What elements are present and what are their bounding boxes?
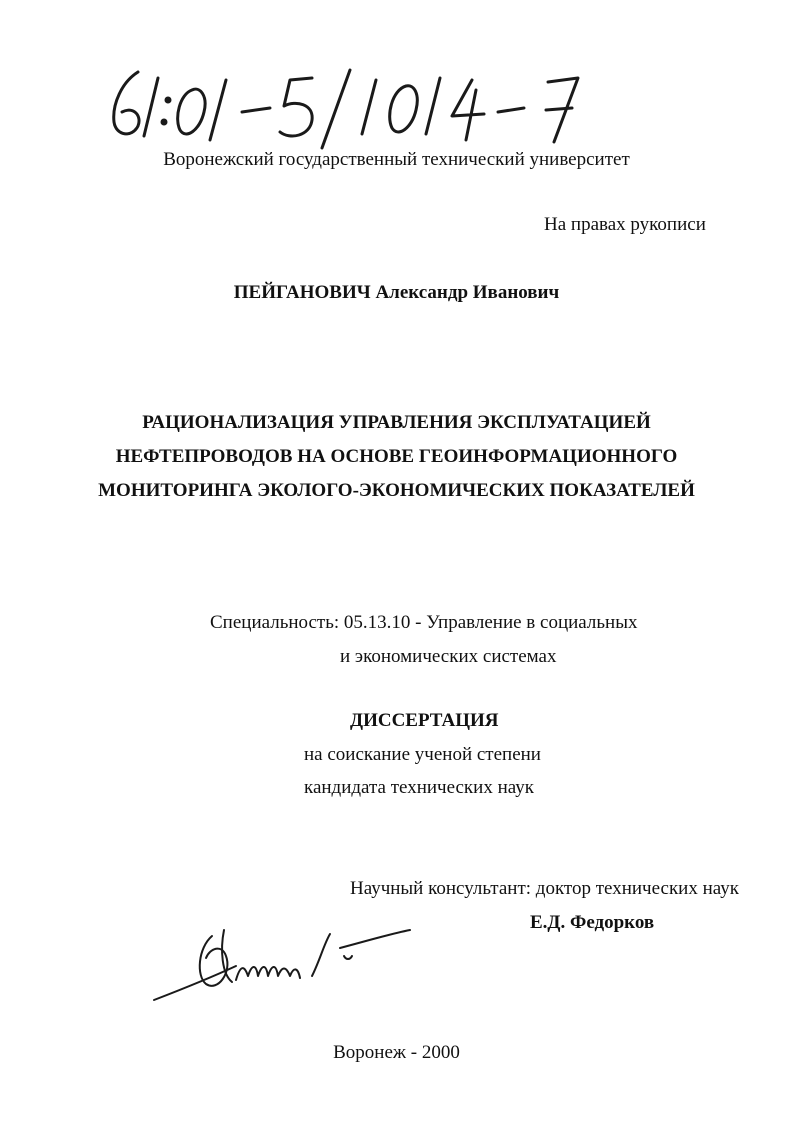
advisor-line bbox=[350, 877, 739, 901]
author-name bbox=[0, 281, 793, 305]
handwritten-archive-number bbox=[100, 60, 620, 150]
author-given-names: Александр Иванович bbox=[375, 282, 560, 303]
manuscript-rights-note: На правах рукописи bbox=[544, 214, 706, 235]
title-line-2: НЕФТЕПРОВОДОВ НА ОСНОВЕ ГЕОИНФОРМАЦИОННОГО bbox=[115, 446, 678, 467]
author-surname: ПЕЙГАНОВИЧ bbox=[233, 282, 371, 303]
advisor-degree: доктор технических наук bbox=[535, 878, 739, 899]
dissertation-line-1: на соискание ученой степени bbox=[304, 744, 541, 765]
dissertation-line-2: кандидата технических наук bbox=[304, 777, 534, 798]
footer-city-year: Воронеж - 2000 bbox=[333, 1042, 460, 1063]
title-line-1: РАЦИОНАЛИЗАЦИЯ УПРАВЛЕНИЯ ЭКСПЛУАТАЦИЕЙ bbox=[142, 412, 651, 433]
dissertation-heading: ДИССЕРТАЦИЯ bbox=[350, 710, 499, 731]
specialty-line-2: и экономических системах bbox=[340, 646, 557, 667]
university-name: Воронежский государственный технический университет bbox=[163, 149, 630, 170]
specialty-line-1: Специальность: 05.13.10 - Управление в социальных bbox=[210, 612, 638, 633]
title-line-3: МОНИТОРИНГА ЭКОЛОГО-ЭКОНОМИЧЕСКИХ ПОКАЗАТЕЛЕЙ bbox=[98, 480, 695, 501]
advisor-name: Е.Д. Федорков bbox=[530, 912, 655, 933]
signature bbox=[140, 920, 430, 1010]
advisor-label: Научный консультант: bbox=[350, 878, 532, 899]
